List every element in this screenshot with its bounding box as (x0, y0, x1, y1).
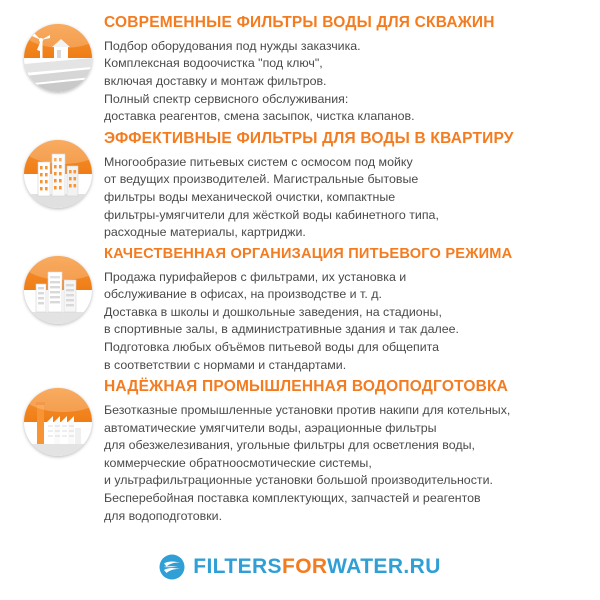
body-line: фильтры-умягчители для жёсткой воды кабинетного типа, (104, 207, 439, 222)
section-title: КАЧЕСТВЕННАЯ ОРГАНИЗАЦИЯ ПИТЬЕВОГО РЕЖИМА (104, 245, 513, 262)
body-line: для обезжелезивания, угольные фильтры для осветления воды, (104, 438, 475, 453)
logo-suffix: WATER.RU (327, 555, 441, 578)
body-line: расходные материалы, картриджи. (104, 225, 306, 240)
body-line: Безотказные промышленные установки против накипи для котельных, (104, 402, 511, 417)
logo-middle: FOR (281, 555, 328, 578)
body-line: в спортивные залы, в административные здания и так далее. (104, 322, 459, 337)
section-body (104, 402, 582, 525)
section-drinking-regime (12, 246, 588, 374)
body-line: Подбор оборудования под нужды заказчика. (104, 38, 361, 53)
body-line: обслуживание в офисах, на производстве и т. д. (104, 287, 382, 302)
logo-prefix: FILTERS (193, 555, 282, 578)
body-line: Продажа пурифайеров с фильтрами, их установка и (104, 269, 407, 284)
text-column (104, 378, 588, 525)
body-line: и ультрафильтрационные установки большой производительности. (104, 473, 493, 488)
text-column (104, 130, 588, 242)
body-line: для водоподготовки. (104, 508, 223, 523)
body-line: Подготовка любых объёмов питьевой воды для общепита (104, 339, 440, 354)
body-line: автоматические умягчители воды, аэрационные фильтры (104, 420, 437, 435)
text-column (104, 246, 588, 374)
body-line: Доставка в школы и дошкольные заведения, на стадионы, (104, 304, 442, 319)
section-apartment (12, 130, 588, 242)
icon-column (12, 130, 104, 208)
section-body (104, 38, 582, 126)
body-line: Комплексная водоочистка "под ключ", (104, 56, 323, 71)
section-title: ЭФФЕКТИВНЫЕ ФИЛЬТРЫ ДЛЯ ВОДЫ В КВАРТИРУ (104, 129, 514, 147)
icon-column (12, 14, 104, 92)
body-line: фильтры воды механической очистки, компактные (104, 189, 396, 204)
section-industrial (12, 378, 588, 525)
section-title: НАДЁЖНАЯ ПРОМЫШЛЕННАЯ ВОДОПОДГОТОВКА (104, 378, 509, 396)
body-line: от ведущих производителей. Магистральные бытовые (104, 172, 419, 187)
section-body (104, 154, 582, 242)
body-line: включая доставку и монтаж фильтров. (104, 74, 327, 89)
office-towers-icon (24, 256, 92, 324)
body-line: в соответствии с нормами и стандартами. (104, 357, 347, 372)
industrial-plant-icon (24, 388, 92, 456)
section-wells (12, 14, 588, 126)
body-line: Многообразие питьевых систем с осмосом под мойку (104, 154, 413, 169)
body-line: Бесперебойная поставка комплектующих, запчастей и реагентов (104, 491, 481, 506)
site-logo[interactable] (0, 554, 600, 580)
water-well-field-icon (24, 24, 92, 92)
body-line: доставка реагентов, смена засыпок, чистка клапанов. (104, 109, 415, 124)
text-column (104, 14, 588, 126)
icon-column (12, 378, 104, 456)
logo-wordmark (193, 555, 441, 579)
water-swirl-logo-icon (159, 554, 185, 580)
section-body (104, 269, 582, 375)
body-line: коммерческие обратноосмотические системы, (104, 455, 372, 470)
icon-column (12, 246, 104, 324)
section-title: СОВРЕМЕННЫЕ ФИЛЬТРЫ ВОДЫ ДЛЯ СКВАЖИН (104, 14, 495, 31)
body-line: Полный спектр сервисного обслуживания: (104, 91, 349, 106)
apartment-building-icon (24, 140, 92, 208)
